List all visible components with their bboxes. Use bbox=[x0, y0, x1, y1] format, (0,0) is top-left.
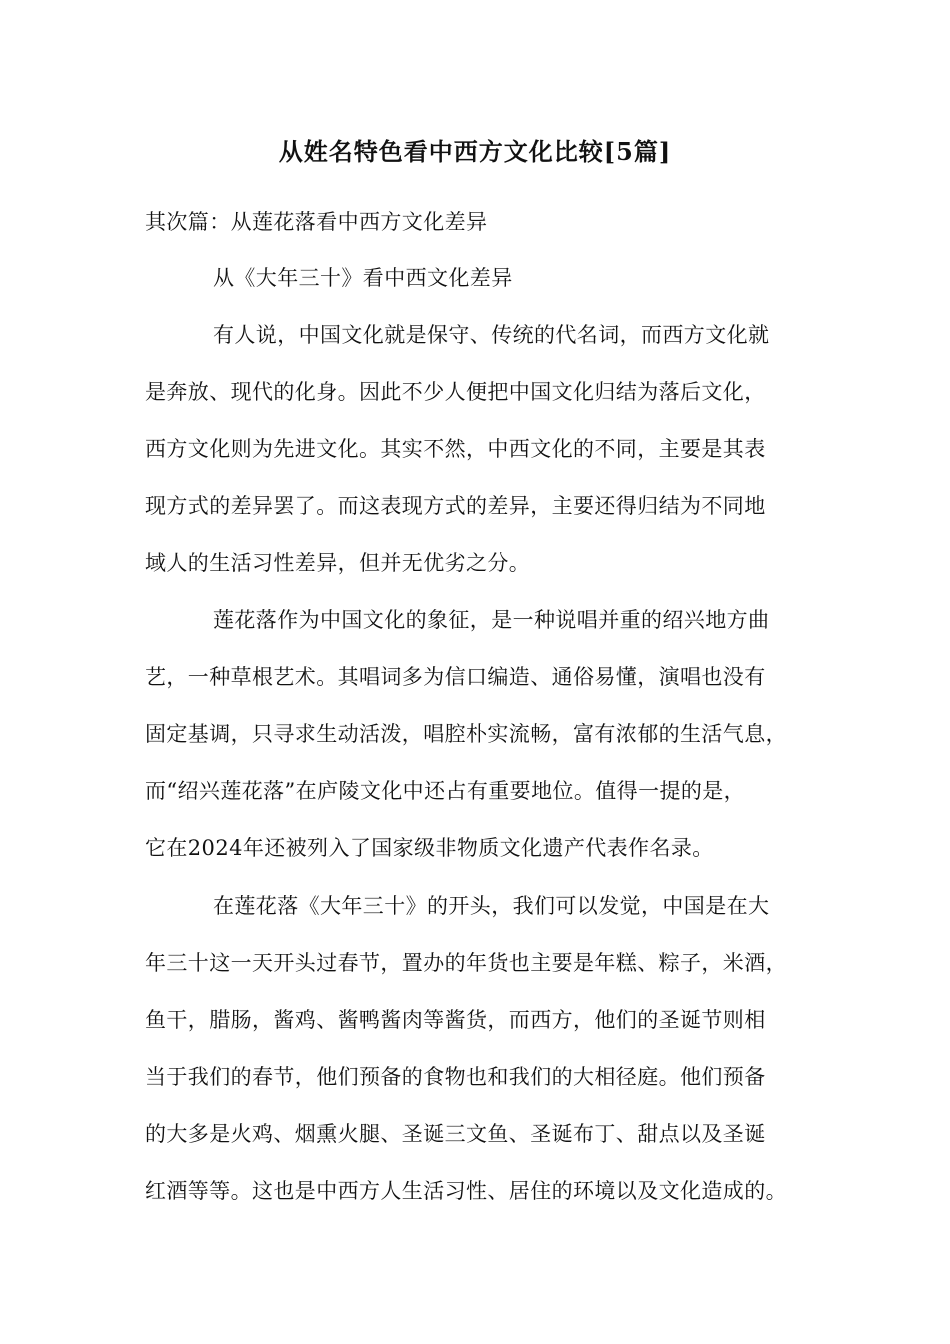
paragraph-3-line-5: 的大多是火鸡、烟熏火腿、圣诞三文鱼、圣诞布丁、甜点以及圣诞 bbox=[145, 1122, 766, 1146]
paragraph-2-line-1: 莲花落作为中国文化的象征，是一种说唱并重的绍兴地方曲 bbox=[213, 608, 770, 632]
paragraph-3-line-1: 在莲花落《大年三十》的开头，我们可以发觉，中国是在大 bbox=[213, 894, 770, 918]
section-heading: 其次篇：从莲花落看中西方文化差异 bbox=[145, 210, 488, 234]
paragraph-1-line-4: 现方式的差异罢了。而这表现方式的差异，主要还得归结为不同地 bbox=[145, 494, 766, 518]
paragraph-1-line-3: 西方文化则为先进文化。其实不然，中西文化的不同，主要是其表 bbox=[145, 437, 766, 461]
paragraph-1-line-2: 是奔放、现代的化身。因此不少人便把中国文化归结为落后文化， bbox=[145, 380, 766, 404]
subtitle: 从《大年三十》看中西文化差异 bbox=[213, 266, 513, 290]
document-title: 从姓名特色看中西方文化比较[5篇] bbox=[278, 137, 672, 166]
paragraph-1-line-1: 有人说，中国文化就是保守、传统的代名词，而西方文化就 bbox=[213, 323, 770, 347]
paragraph-2-line-3: 固定基调，只寻求生动活泼，唱腔朴实流畅，富有浓郁的生活气息， bbox=[145, 722, 787, 746]
paragraph-3-line-2: 年三十这一天开头过春节，置办的年货也主要是年糕、粽子，米酒， bbox=[145, 951, 787, 975]
paragraph-2-line-2: 艺，一种草根艺术。其唱词多为信口编造、通俗易懂，演唱也没有 bbox=[145, 665, 766, 689]
paragraph-3-line-6: 红酒等等。这也是中西方人生活习性、居住的环境以及文化造成的。 bbox=[145, 1179, 787, 1203]
paragraph-3-line-4: 当于我们的春节，他们预备的食物也和我们的大相径庭。他们预备 bbox=[145, 1065, 766, 1089]
paragraph-2-line-5: 它在2024年还被列入了国家级非物质文化遗产代表作名录。 bbox=[145, 836, 714, 860]
paragraph-1-line-5: 域人的生活习性差异，但并无优劣之分。 bbox=[145, 551, 531, 575]
paragraph-3-line-3: 鱼干，腊肠，酱鸡、酱鸭酱肉等酱货，而西方，他们的圣诞节则相 bbox=[145, 1008, 766, 1032]
paragraph-2-line-4: 而“绍兴莲花落”在庐陵文化中还占有重要地位。值得一提的是， bbox=[145, 779, 746, 803]
